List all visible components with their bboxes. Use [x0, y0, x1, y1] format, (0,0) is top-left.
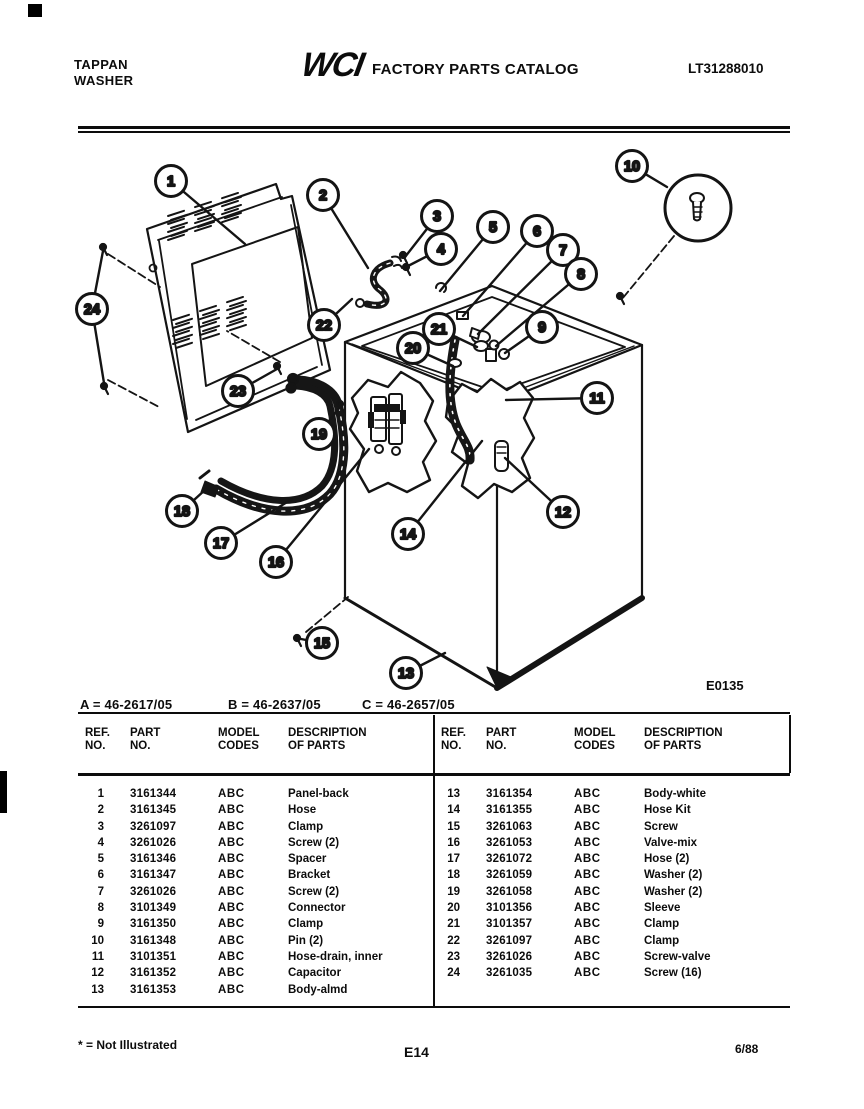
part-cell: 3261026	[486, 950, 533, 963]
desc-cell: Hose	[288, 804, 317, 817]
model-cell: ABC	[218, 983, 245, 996]
model-cell: ABC	[574, 788, 601, 800]
desc-cell: Valve-mix	[644, 836, 698, 849]
parts-row	[78, 916, 434, 932]
callout-number: 23	[229, 384, 247, 400]
model-cell: ABC	[218, 934, 245, 947]
figure-code: E0135	[706, 678, 744, 693]
ref-cell: 10	[91, 934, 104, 947]
ref-cell: 12	[91, 967, 104, 980]
model-cell: ABC	[574, 902, 601, 915]
callout-number: 21	[430, 322, 448, 338]
ref-cell: 13	[447, 788, 460, 800]
column-header: REF. NO.	[85, 727, 110, 752]
screw-art	[617, 293, 624, 304]
parts-row	[78, 835, 434, 851]
desc-cell: Clamp	[644, 918, 680, 931]
ref-cell: 16	[447, 836, 460, 849]
parts-row	[78, 851, 434, 867]
screw-art	[294, 635, 301, 646]
callout-18	[167, 489, 207, 527]
parts-row	[78, 982, 434, 998]
part-cell: 3261097	[486, 934, 533, 947]
parts-row	[434, 819, 790, 835]
parts-row	[434, 965, 790, 981]
callout-number: 12	[554, 505, 572, 521]
parts-row	[434, 900, 790, 916]
parts-row	[434, 884, 790, 900]
desc-cell: Screw (16)	[644, 967, 702, 980]
desc-cell: Spacer	[288, 853, 327, 866]
callout-number: 8	[576, 267, 586, 283]
column-header: REF. NO.	[441, 727, 466, 752]
part-cell: 3261059	[486, 869, 533, 882]
ref-cell: 5	[97, 853, 104, 866]
callout-10	[617, 151, 668, 188]
ref-cell: 4	[97, 836, 104, 849]
ref-cell: 20	[447, 902, 460, 915]
ref-cell: 6	[97, 869, 104, 882]
desc-cell: Hose Kit	[644, 804, 691, 817]
model-cell: ABC	[218, 869, 245, 882]
table-rows	[434, 786, 790, 982]
callout-number: 16	[267, 555, 285, 571]
part-cell: 3261053	[486, 836, 533, 849]
ref-cell: 22	[447, 934, 460, 947]
model-cell: ABC	[218, 836, 245, 849]
callout-number: 7	[558, 243, 568, 259]
callout-number: 11	[589, 391, 605, 407]
column-header: MODEL CODES	[574, 727, 616, 752]
desc-cell: Clamp	[288, 918, 324, 931]
callout-number: 22	[315, 318, 333, 334]
desc-cell: Bracket	[288, 869, 331, 882]
header-rule-top	[78, 126, 790, 129]
callout-number: 13	[397, 666, 415, 682]
callout-number: 6	[532, 224, 542, 240]
model-cell: ABC	[218, 788, 245, 800]
model-cell: ABC	[218, 918, 245, 931]
desc-cell: Sleeve	[644, 902, 681, 915]
parts-row	[78, 867, 434, 883]
column-header: DESCRIPTION OF PARTS	[288, 727, 367, 752]
parts-row	[434, 851, 790, 867]
catalog-title: FACTORY PARTS CATALOG	[372, 61, 579, 78]
callout-number: 9	[537, 320, 547, 336]
part-cell: 3161353	[130, 983, 177, 996]
model-cell: ABC	[218, 885, 245, 898]
desc-cell: Screw-valve	[644, 950, 711, 963]
ref-cell: 11	[91, 950, 104, 963]
not-illustrated-note: * = Not Illustrated	[78, 1038, 178, 1052]
desc-cell: Pin (2)	[288, 934, 324, 947]
part-cell: 3101351	[130, 950, 177, 963]
desc-cell: Washer (2)	[644, 885, 703, 898]
desc-cell: Screw (2)	[288, 836, 340, 849]
callout-24	[77, 251, 108, 383]
ref-cell: 17	[447, 853, 460, 866]
ref-cell: 2	[97, 804, 104, 817]
desc-cell: Screw (2)	[288, 885, 340, 898]
part-cell: 3161345	[130, 804, 177, 817]
model-code-c: C = 46-2657/05	[362, 697, 455, 712]
ref-cell: 9	[97, 918, 104, 931]
valve-cutout-art	[350, 372, 436, 492]
desc-cell: Connector	[288, 902, 346, 915]
table-header	[434, 727, 790, 753]
wci-logo: WCI	[298, 46, 366, 84]
part-cell: 3161344	[130, 788, 177, 800]
ref-cell: 21	[447, 918, 460, 931]
callout-12	[505, 458, 579, 528]
callout-number: 1	[166, 174, 176, 190]
desc-cell: Panel-back	[288, 788, 349, 800]
desc-cell: Body-almd	[288, 983, 348, 996]
desc-cell: Body-white	[644, 788, 706, 800]
part-cell: 3261026	[130, 836, 177, 849]
parts-row	[78, 933, 434, 949]
screw-art	[101, 383, 108, 394]
model-cell: ABC	[574, 934, 601, 947]
part-cell: 3261058	[486, 885, 533, 898]
part-cell: 3261026	[130, 885, 177, 898]
model-cell: ABC	[218, 902, 245, 915]
part-cell: 3261063	[486, 820, 533, 833]
ref-cell: 7	[97, 885, 104, 898]
part-cell: 3261072	[486, 853, 533, 866]
model-cell: ABC	[218, 967, 245, 980]
parts-table-right	[434, 715, 790, 1007]
callout-number: 18	[173, 504, 191, 520]
callout-number: 10	[623, 159, 641, 175]
exploded-parts-diagram	[0, 140, 864, 700]
callout-4	[408, 234, 457, 267]
parts-row	[434, 867, 790, 883]
part-cell: 3261035	[486, 967, 533, 980]
column-header: PART NO.	[486, 727, 517, 752]
model-cell: ABC	[218, 804, 245, 817]
part-cell: 3101357	[486, 918, 533, 931]
callout-number: 5	[488, 220, 498, 236]
desc-cell: Washer (2)	[644, 869, 703, 882]
callout-number: 17	[212, 536, 230, 552]
model-cell: ABC	[218, 820, 245, 833]
desc-cell: Hose (2)	[644, 853, 690, 866]
fill-hose-art	[356, 257, 402, 308]
part-cell: 3161348	[130, 934, 177, 947]
parts-row	[78, 965, 434, 981]
callout-number: 3	[432, 209, 442, 225]
callout-number: 19	[310, 427, 328, 443]
model-cell: ABC	[574, 918, 601, 931]
parts-row	[434, 802, 790, 818]
part-cell: 3161350	[130, 918, 177, 931]
parts-row	[78, 786, 434, 802]
desc-cell: Clamp	[288, 820, 324, 833]
parts-row	[434, 933, 790, 949]
column-header: PART NO.	[130, 727, 161, 752]
callout-number: 2	[318, 188, 328, 204]
desc-cell: Screw	[644, 820, 678, 833]
model-cell: ABC	[218, 950, 245, 963]
brand-block	[74, 57, 133, 89]
table-center-divider	[433, 715, 435, 1007]
parts-table-left	[78, 715, 434, 1007]
parts-row	[434, 786, 790, 802]
desc-cell: Clamp	[644, 934, 680, 947]
callout-number: 20	[404, 341, 422, 357]
part-cell: 3161352	[130, 967, 177, 980]
ref-cell: 15	[447, 820, 460, 833]
parts-row	[434, 949, 790, 965]
page-number: E14	[404, 1044, 429, 1060]
brand-line-1: TAPPAN	[74, 57, 128, 72]
table-right-edge	[789, 715, 791, 773]
parts-row	[78, 819, 434, 835]
table-bottom-rule	[78, 1006, 790, 1008]
scan-artifact	[0, 771, 7, 813]
header-rule-bottom	[78, 131, 790, 133]
table-header	[78, 727, 434, 753]
model-cell: ABC	[574, 950, 601, 963]
callout-2	[308, 180, 369, 269]
ref-cell: 24	[447, 967, 460, 980]
model-cell: ABC	[574, 853, 601, 866]
model-code-b: B = 46-2637/05	[228, 697, 321, 712]
document-number: LT31288010	[688, 61, 764, 76]
model-cell: ABC	[574, 967, 601, 980]
part-cell: 3101356	[486, 902, 533, 915]
parts-row	[78, 802, 434, 818]
part-cell: 3261097	[130, 820, 177, 833]
model-cell: ABC	[218, 853, 245, 866]
callout-number: 24	[83, 302, 101, 318]
desc-cell: Capacitor	[288, 967, 342, 980]
model-cell: ABC	[574, 836, 601, 849]
parts-row	[78, 900, 434, 916]
scan-artifact	[28, 4, 42, 17]
parts-row	[78, 949, 434, 965]
model-cell: ABC	[574, 869, 601, 882]
ref-cell: 19	[447, 885, 460, 898]
part-cell: 3161346	[130, 853, 177, 866]
callout-number: 14	[399, 527, 417, 543]
part-cell: 3101349	[130, 902, 177, 915]
part-cell: 3161347	[130, 869, 177, 882]
ref-cell: 14	[447, 804, 460, 817]
ref-cell: 1	[97, 788, 104, 800]
model-cell: ABC	[574, 804, 601, 817]
model-cell: ABC	[574, 885, 601, 898]
part-cell: 3161354	[486, 788, 533, 800]
parts-row	[78, 884, 434, 900]
column-header: DESCRIPTION OF PARTS	[644, 727, 723, 752]
parts-row	[434, 916, 790, 932]
models-underline	[78, 712, 790, 714]
ref-cell: 8	[97, 902, 104, 915]
ref-cell: 18	[447, 869, 460, 882]
column-header: MODEL CODES	[218, 727, 260, 752]
parts-row	[434, 835, 790, 851]
model-code-a: A = 46-2617/05	[80, 697, 173, 712]
ref-cell: 23	[447, 950, 460, 963]
magnifier-detail-art	[665, 175, 731, 241]
brand-line-2: WASHER	[74, 73, 134, 88]
ref-cell: 3	[97, 820, 104, 833]
ref-cell: 13	[91, 983, 104, 996]
callout-number: 15	[313, 636, 331, 652]
revision-date: 6/88	[735, 1042, 759, 1056]
desc-cell: Hose-drain, inner	[288, 950, 383, 963]
table-rows	[78, 786, 434, 998]
callout-number: 4	[436, 242, 446, 258]
model-cell: ABC	[574, 820, 601, 833]
part-cell: 3161355	[486, 804, 533, 817]
callout-13	[391, 653, 446, 689]
